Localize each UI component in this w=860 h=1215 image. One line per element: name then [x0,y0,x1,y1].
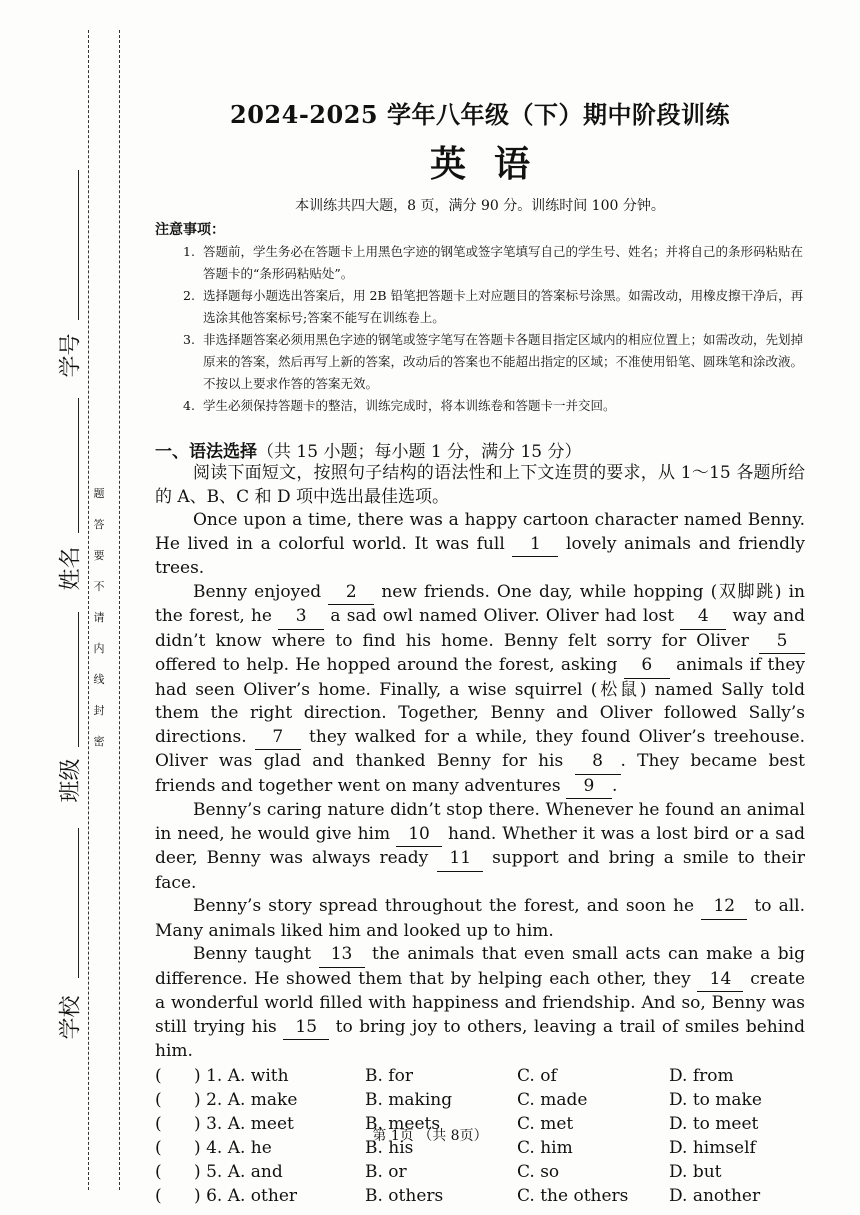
passage-paragraph: Benny enjoyed 2 new friends. One day, while hopping (双脚跳) in the forest, he 3 a sad owl named Oliver. Oliver had lost 4 way and didn’t know where to find his home. Benny felt sorry for Oliver 5 offered to help. He hopped around the forest, asking 6 animals if they had seen Oliver’s home. Finally, a wise squirrel (松鼠) named Sally told them the right direction. Together, Benny and Oliver followed Sally’s directions. 7 they walked for a while, they found Oliver’s treehouse. Oliver was glad and thanked Benny for his 8 . They became best friends and together went on many adventures 9 . [155,581,805,800]
passage-paragraph: Benny’s caring nature didn’t stop there. Whenever he found an animal in need, he would give him 10 hand. Whether it was a lost bird or a sad deer, Benny was always ready 11 support and bring a smile to their face. [155,800,805,893]
answer-blank: 8 [575,750,621,775]
subject-title: 英语 [429,143,558,185]
seal-char: 内 [93,642,105,655]
notice-item: 2. 选择题每小题选出答案后，用 2B 铅笔把答题卡上对应题目的答案标号涂黑。如需改动，用橡皮擦干净后，再选涂其他答案标号;答案不能写在训练卷上。 [183,288,804,325]
option-row: ( ) 4. A. he B. his C. him D. himself [155,1137,756,1158]
answer-blank: 7 [255,726,301,751]
passage-paragraph: Benny’s story spread throughout the forest, and soon he 12 to all. Many animals liked him and looked up to him. [155,896,806,941]
answer-blank: 3 [278,605,324,630]
student-id-line [78,170,79,320]
answer-blank: 9 [566,775,612,800]
section-instruction: 阅读下面短文，按照句子结构的语法性和上下文连贯的要求，从 1～15 各题所给的 A、B、C 和 D 项中选出最佳选项。 [155,463,805,507]
seal-char: 请 [93,611,105,624]
seal-char: 要 [93,549,105,562]
name-line [78,398,79,533]
notice-item: 3. 非选择题答案必须用黑色字迹的钢笔或签字笔写在答题卡各题目指定区域内的相应位置上；如需改动，先划掉原来的答案，然后再写上新的答案，改动后的答案也不能超出指定的区域；不准使用铅笔、圆珠笔和涂改液。不按以上要求作答的答案无效。 [183,332,804,391]
seal-char: 题 [93,487,105,500]
option-row: ( ) 3. A. meet B. meets C. met D. to meet [155,1113,759,1134]
passage-paragraph: Once upon a time, there was a happy cartoon character named Benny. He lived in a colorful world. It was full 1 lovely animals and friendly trees. [155,510,806,578]
exam-content [155,95,805,1208]
answer-blank: 6 [624,654,670,679]
class-line [78,612,79,747]
notice-item: 1. 答题前，学生务必在答题卡上用黑色字迹的钢笔或签字笔填写自己的学生号、姓名；并将自己的条形码粘贴在答题卡的“条形码粘贴处”。 [183,244,804,281]
option-row: ( ) 6. A. other B. others C. the others D. another [155,1185,761,1206]
seal-char: 答 [93,518,105,531]
answer-blank: 11 [437,847,483,872]
class-label: 班级 [58,758,84,803]
answer-blank: 13 [319,943,365,968]
answer-blank: 10 [396,823,442,848]
exam-title: 2024-2025 学年八年级（下）期中阶段训练 [230,100,730,129]
passage-paragraph: Benny taught 13 the animals that even small acts can make a big difference. He showed them that by helping each other, they 14 create a wonderful world filled with happiness and friendship. And so, Benny was still trying his 15 to bring joy to others, leaving a trail of smiles behind him. [155,944,805,1061]
answer-blank: 2 [328,581,374,606]
notice-heading: 注意事项： [155,222,225,238]
notice-list [155,241,805,417]
student-id-label: 学号 [58,333,84,378]
answer-blank: 5 [759,630,805,655]
notice-item: 4. 学生必须保持答题卡的整洁，训练完成时，将本训练卷和答题卡一并交回。 [183,398,616,413]
answer-blank: 12 [701,895,747,920]
section-title: 一、语法选择 [155,442,257,462]
answer-blank: 15 [283,1016,329,1041]
answer-blank: 14 [697,968,743,993]
seal-line-outer [88,30,89,1190]
answer-blank: 4 [680,605,726,630]
seal-char: 不 [93,580,105,593]
seal-char: 线 [93,673,105,686]
answer-blank: 1 [512,533,558,558]
seal-char: 封 [93,704,105,717]
name-label: 姓名 [58,546,84,591]
seal-char: 密 [93,735,105,748]
section-subtitle: （共 15 小题；每小题 1 分，满分 15 分） [257,442,582,462]
page-footer: 第 1页 （共 8页） [372,1128,488,1144]
exam-info: 本训练共四大题，8 页，满分 90 分。训练时间 100 分钟。 [295,198,665,214]
seal-warning [92,478,106,757]
option-row: ( ) 2. A. make B. making C. made D. to make [155,1089,762,1110]
seal-line-inner [119,30,120,1190]
option-row: ( ) 1. A. with B. for C. of D. from [155,1065,734,1086]
option-row: ( ) 5. A. and B. or C. so D. but [155,1161,722,1182]
school-label: 学校 [58,995,84,1040]
school-line [78,828,79,978]
section-heading [155,437,805,462]
